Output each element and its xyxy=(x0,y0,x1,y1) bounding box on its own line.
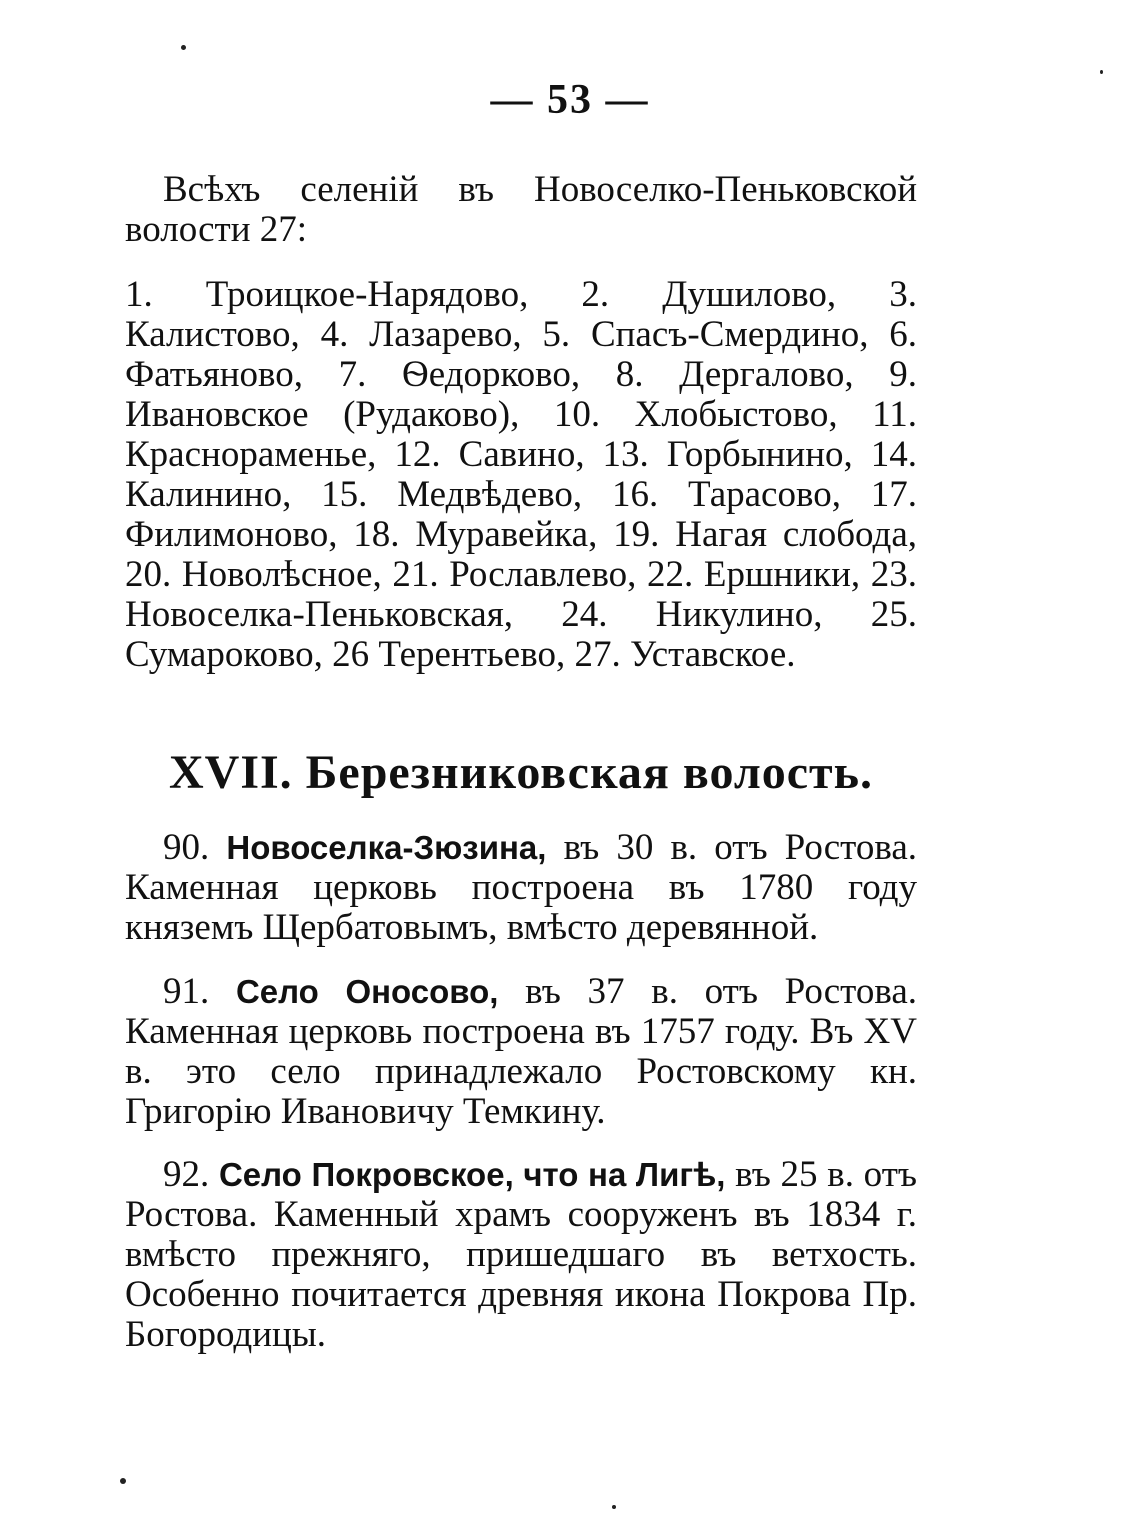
entry-text: въ 37 в. отъ Ростова. Каменная церковь построена въ 1757 году. Въ XV в. это село принадлежало Ростовскому кн. Григорію Ивановичу Темкину. xyxy=(125,971,917,1132)
entry-text: въ 30 в. отъ Ростова. Каменная церковь построена въ 1780 году княземъ Щербатовымъ, вмѣсто деревянной. xyxy=(125,827,918,948)
entry-number: 90. xyxy=(163,827,210,868)
print-speck xyxy=(120,1478,126,1484)
entry-name: Новоселка-Зюзина, xyxy=(226,829,547,866)
entry-number: 92. xyxy=(163,1154,210,1195)
entry-number: 91. xyxy=(163,971,210,1012)
print-speck xyxy=(612,1505,616,1509)
entry-91 xyxy=(125,972,917,1132)
village-list: 1. Троицкое-Нарядово, 2. Душилово, 3. Калистово, 4. Лазарево, 5. Спасъ-Смердино, 6. Фатьяново, 7. Ѳедорково, 8. Дергалово, 9. Ивановское (Рудаково), 10. Хлобыстово, 11. Краснораменье, 12. Савино, 13. Горбынино, 14. Калинино, 15. Медвѣдево, 16. Тарасово, 17. Филимоново, 18. Муравейка, 19. Нагая слобода, 20. Новолѣсное, 21. Рославлево, 22. Ершники, 23. Новоселка-Пеньковская, 24. Никулино, 25. Сумароково, 26 Терентьево, 27. Уставское. xyxy=(125,274,917,675)
print-speck xyxy=(181,45,186,50)
entry-92 xyxy=(125,1155,917,1355)
village-count-summary: Всѣхъ селеній въ Новоселко-Пеньковской волости 27: xyxy=(125,169,917,250)
entry-90 xyxy=(125,828,917,948)
print-speck xyxy=(1100,70,1103,74)
page-number: — 53 — xyxy=(490,77,650,123)
section-heading: XVII. Березниковская волость. xyxy=(168,746,874,799)
entry-text: въ 25 в. отъ Ростова. Каменный храмъ сооруженъ въ 1834 г. вмѣсто прежняго, пришедшаго въ ветхость. Особенно почитается древняя икона Покрова Пр. Богородицы. xyxy=(125,1154,917,1355)
entry-name: Село Оносово, xyxy=(235,973,499,1010)
entry-name: Село Покровское, что на Лигѣ, xyxy=(218,1156,726,1193)
